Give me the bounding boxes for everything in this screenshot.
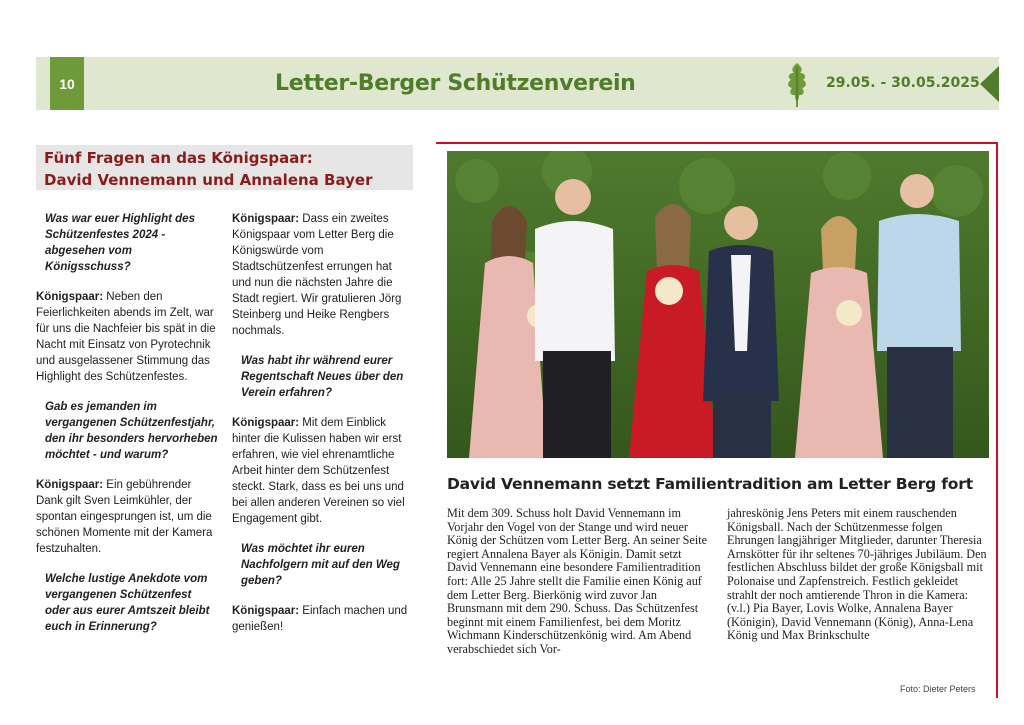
question: Was war euer Highlight des Schützenfestes 2024 - abgesehen vom Königsschuss? bbox=[45, 213, 195, 273]
answer-text: Ein gebührender Dank gilt Sven Leimkühler, der spontan eingesprungen ist, um die schönen Momente mit der Kamera festzuhalten. bbox=[36, 479, 213, 555]
answer bbox=[232, 603, 412, 635]
speaker-label: Königspaar: bbox=[232, 605, 300, 617]
article-headline: David Vennemann setzt Familientradition am Letter Berg fort bbox=[447, 475, 973, 493]
royal-couple-group-photo bbox=[447, 151, 989, 458]
article-border-right bbox=[996, 142, 998, 698]
oak-leaf-icon bbox=[782, 61, 812, 107]
next-page-arrow-icon bbox=[980, 66, 999, 102]
article-column-1: Mit dem 309. Schuss holt David Vennemann im Vorjahr den Vogel von der Stange und wird neuer König der Schützen vom Letter Berg. An seiner Seite regiert Annalena Bayer als Königin. Damit setzt David Vennemann eine besondere Familientradition fort: Alle 25 Jahre stellt die Familie einen König auf dem Letter Berg. Bierkönig wird zuvor Jan Brunsmann mit dem 290. Schuss. Das Schützenfest beginnt mit einem Familienfest, bei dem Moritz Wichmann Kinderschützenkönig wird. Am Abend verabschiedet sich Vor- bbox=[447, 506, 708, 656]
answer-text: Neben den Feierlichkeiten abends im Zelt, war für uns die Nachfeier bis spät in die Nacht mit Einsatz von Pyrotechnik und ausgelassener Stimmung das Highlight des Schützenfestes. bbox=[36, 291, 216, 383]
question: Was habt ihr während eurer Regentschaft Neues über den Verein erfahren? bbox=[241, 355, 404, 399]
interview-title-line2: David Vennemann und Annalena Bayer bbox=[44, 171, 373, 189]
answer bbox=[36, 477, 218, 557]
speaker-label: Königspaar: bbox=[232, 417, 300, 429]
page-number: 10 bbox=[50, 57, 84, 110]
interview-column-2 bbox=[232, 211, 412, 649]
answer bbox=[232, 415, 412, 527]
speaker-label: Königspaar: bbox=[36, 291, 104, 303]
speaker-label: Königspaar: bbox=[36, 479, 104, 491]
question: Welche lustige Anekdote vom vergangenen Schützenfest oder aus eurer Amtszeit bleibt euch in Erinnerung? bbox=[45, 573, 210, 633]
interview-title-line1: Fünf Fragen an das Königspaar: bbox=[44, 149, 313, 167]
answer-text: Mit dem Einblick hinter die Kulissen haben wir erst erfahren, wie viel ehrenamtliche Arbeit hinter dem Schützenfest steckt. Stark, dass es bei uns und bei allen anderen Vereinen so viel Engagement gibt. bbox=[232, 417, 405, 525]
speaker-label: Königspaar: bbox=[232, 213, 300, 225]
photo-credit: Foto: Dieter Peters bbox=[900, 684, 976, 694]
interview-column-1 bbox=[36, 211, 218, 649]
interview-title bbox=[44, 147, 372, 191]
answer bbox=[232, 211, 412, 339]
event-date: 29.05. - 30.05.2025 bbox=[826, 75, 980, 91]
answer bbox=[36, 289, 218, 385]
question: Gab es jemanden im vergangenen Schützenfestjahr, den ihr besonders hervorheben möchtet - und warum? bbox=[45, 401, 218, 461]
question: Was möchtet ihr euren Nachfolgern mit auf den Weg geben? bbox=[241, 543, 400, 587]
article-border-top bbox=[436, 142, 998, 144]
answer-text: Dass ein zweites Königspaar vom Letter Berg die Königswürde vom Stadtschützenfest errungen hat und nun die nächsten Jahre die Stadt regiert. Wir gratulieren Jörg Steinberg und Heike Rengbers nochmals. bbox=[232, 213, 402, 337]
article-column-2: jahreskönig Jens Peters mit einem rauschenden Königsball. Nach der Schützenmesse folgen Ehrungen langjähriger Mitglieder, darunter Theresia Arnskötter für ihr seltenes 70-jähriges Jubiläum. Den festlichen Abschluss bildet der große Königsball mit Polonaise und Zapfenstreich. Festlich gekleidet strahlt der noch amtierende Thron in die Kamera: (v.l.) Pia Bayer, Lovis Wolke, Annalena Bayer (Königin), David Vennemann (König), Anna-Lena König und Max Brinkschulte bbox=[727, 506, 987, 643]
answer-text: Einfach machen und genießen! bbox=[232, 605, 408, 633]
section-title: Letter-Berger Schützenverein bbox=[275, 71, 636, 96]
